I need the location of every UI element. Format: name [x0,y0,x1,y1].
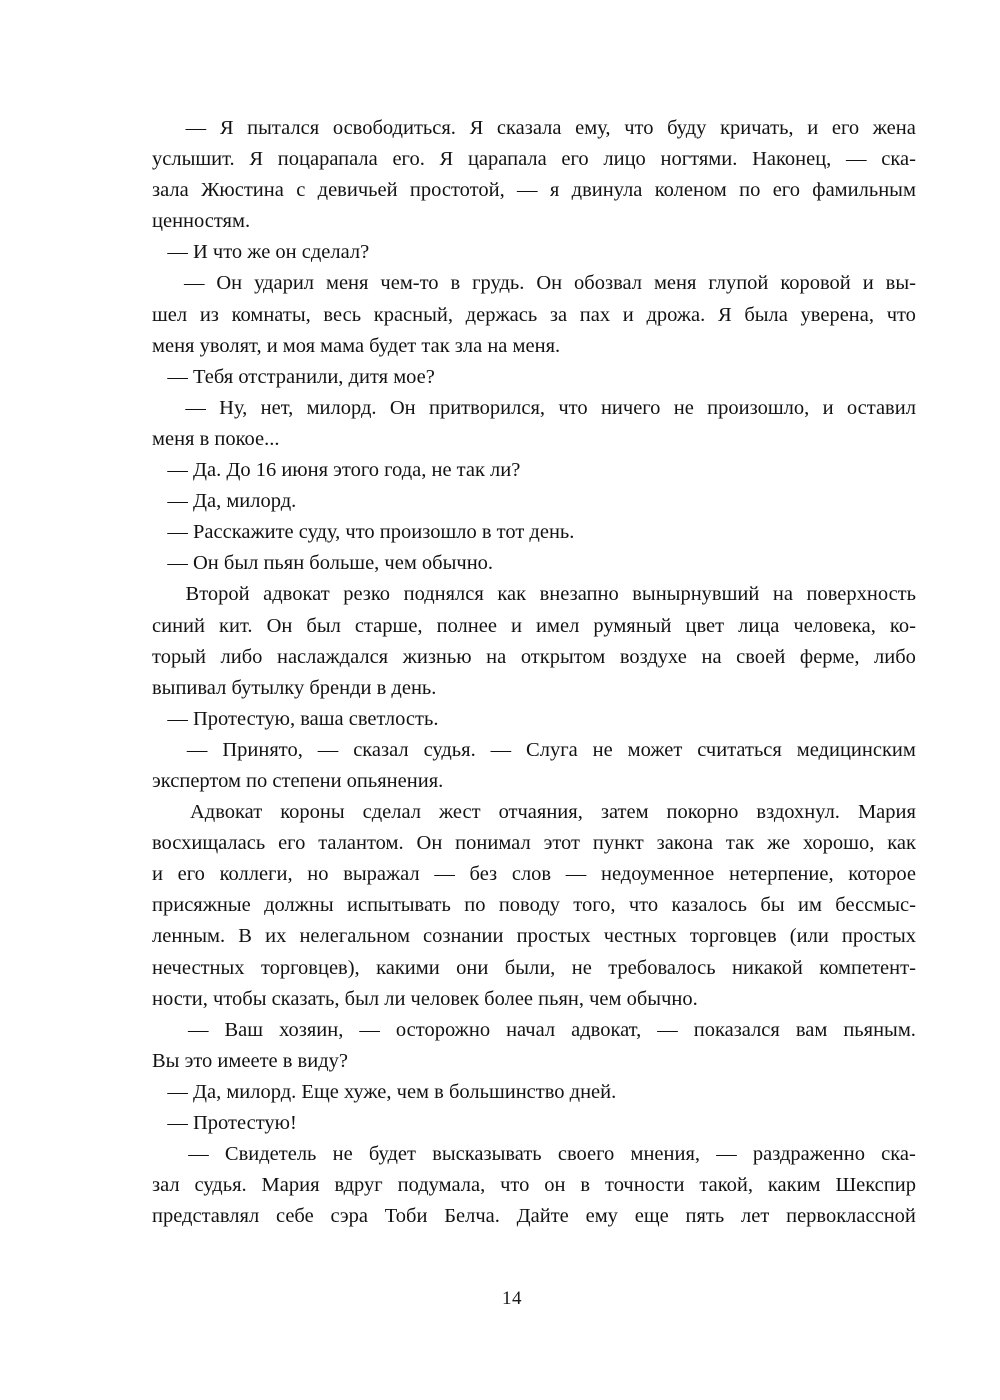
word: как [497,583,527,606]
word: не [673,396,694,419]
word: что [624,117,654,139]
word: полнее [436,614,497,637]
word: — [188,1018,209,1041]
word: что [500,1174,530,1197]
word: вдруг [334,1174,383,1197]
text-line [152,828,916,859]
text-line: меня в покое... [152,427,280,450]
text-line: — Расскажите суду, что произошло в тот день. [152,521,575,544]
word: красный, [373,303,453,326]
word: Тоби [384,1205,428,1228]
paragraph-indent [152,579,172,610]
word: ска- [881,1143,916,1166]
word: резко [343,583,391,606]
word: без [469,863,498,886]
word: — [434,863,455,886]
word: Он [389,396,416,419]
word: никакой [732,956,803,979]
word: хорошо, [802,832,875,855]
word: грудь. [472,272,525,295]
word: лет [741,1205,770,1228]
text-line [152,393,916,424]
word: его [561,148,589,171]
word: торый [152,645,206,668]
word: был [306,614,341,637]
text-line [152,1139,916,1170]
word: адвокат [263,583,330,606]
word: ферме, [799,645,860,668]
word: открытом [520,645,606,668]
word: кричать, [720,117,794,139]
word: не [571,956,592,979]
text-line [152,797,916,828]
word: осторожно [395,1018,491,1041]
text-line: — Протестую, ваша светлость. [152,707,439,730]
paragraph-indent [152,1139,172,1170]
word: Слуга [526,738,578,761]
word: зал [152,1174,180,1197]
word: присяжные [152,894,251,917]
word: и [622,303,634,326]
word: его [177,863,205,886]
word: ска- [881,148,916,171]
word: считаться [697,738,782,761]
word: и [822,396,834,419]
word: его [831,117,860,139]
word: им [797,894,822,917]
word: — [186,738,208,761]
word: В [238,925,252,948]
word: в [580,1174,591,1197]
word: старше, [354,614,423,637]
text-line [152,300,916,331]
word: либо [220,645,263,668]
word: — [490,738,512,761]
page-footer [0,1288,1000,1310]
word: поднялся [403,583,484,606]
word: глупой [708,272,769,295]
word: адвокат, [571,1018,642,1041]
word: человека, [793,614,876,637]
word: выражал [343,863,420,886]
word: по [739,179,761,202]
text-line: ности, чтобы сказать, был ли человек более пьян, чем обычно. [152,987,698,1010]
word: — [317,738,339,761]
word: коллеги, [219,863,293,886]
word: компетент- [819,956,916,979]
word: на [701,645,722,668]
word: Я [717,303,732,326]
word: коровой [780,272,851,295]
word: должны [264,894,334,917]
word: меня [325,272,369,295]
word: лица [738,614,780,637]
word: какими [376,956,440,979]
word: сказала [496,117,562,139]
word: воздухе [619,645,687,668]
word: Дайте [516,1205,569,1228]
word: — [188,1143,209,1166]
word: уверена, [800,303,874,326]
text-line [152,1201,916,1232]
word: закона [656,832,714,855]
word: представлял [152,1205,260,1228]
word: по [464,894,486,917]
word: такой, [699,1174,753,1197]
word: сознании [423,925,504,948]
word: — [657,1018,678,1041]
word: своей [736,645,786,668]
word: и [511,614,522,637]
word: нетерпение, [728,863,834,886]
word: Адвокат [190,801,263,824]
word: испытывать [347,894,451,917]
word: вы- [885,272,916,295]
word: обозвал [574,272,642,295]
word: его. [392,148,425,171]
word: бы [760,894,785,917]
word: жест [439,801,481,824]
word: ко- [889,614,916,637]
word: кит. [219,614,253,637]
text-line [152,579,916,610]
word: его [772,179,800,202]
word: восхищалась [152,832,266,855]
word: были, [504,956,556,979]
paragraph-indent [152,113,172,144]
text-line [152,953,916,984]
word: судья. [194,1174,247,1197]
word: милорд. [306,396,377,419]
word: Я [469,117,484,139]
word: ему [585,1205,618,1228]
word: наслаждался [276,645,389,668]
word: Ваш [224,1018,264,1041]
text-line: — Да, милорд. [152,490,297,513]
word: так [725,832,755,855]
word: же [767,832,791,855]
word: хозяин, [279,1018,344,1041]
word: царапала [467,148,547,171]
word: жена [872,117,916,139]
word: ударил [254,272,315,295]
word: — [359,1018,380,1041]
word: и [152,863,163,886]
word: что [886,303,916,326]
text-line: — И что же он сделал? [152,241,370,264]
word: но [307,863,329,886]
word: медицинским [796,738,916,761]
word: простотой, [409,179,505,202]
word: — [183,272,205,295]
body-paragraph-block [152,113,916,1232]
word: сэра [330,1205,368,1228]
word: шел [152,303,188,326]
text-line: — Протестую! [152,1112,297,1134]
word: талантом. [318,832,404,855]
word: вздохнул. [756,801,840,824]
word: — [517,179,538,202]
word: начал [506,1018,556,1041]
word: Мария [857,801,916,824]
word: их [265,925,287,948]
text-line: — Да. До 16 июня этого года, не так ли? [152,459,521,482]
word: пьяным. [843,1018,916,1041]
word: румяный [593,614,672,637]
text-line [152,1170,916,1201]
page-number: 14 [502,1288,522,1309]
word: честных [603,925,677,948]
word: внезапно [539,583,619,606]
word: Белча. [444,1205,500,1228]
word: недоуменное [600,863,715,886]
text-line [152,735,916,766]
word: сказал [353,738,409,761]
word: может [627,738,683,761]
word: освободиться. [332,117,456,139]
word: фамильным [812,179,916,202]
word: цвет [685,614,725,637]
word: — [185,396,206,419]
word: двинула [571,179,643,202]
word: что [628,894,659,917]
page-body-text [152,113,916,1232]
word: раздраженно [752,1143,865,1166]
word: на [486,645,507,668]
word: и [862,272,874,295]
word: в [450,272,461,295]
paragraph-indent [152,797,172,828]
word: ничего [600,396,661,419]
word: коленом [654,179,727,202]
text-line: — Да, милорд. Еще хуже, чем в большинство дней. [152,1080,617,1103]
word: притворился, [428,396,546,419]
word: точности [605,1174,685,1197]
word: понимал [455,832,531,855]
word: торговцев), [260,956,360,979]
word: я [549,179,560,202]
word: Я [249,148,264,171]
word: оставил [846,396,916,419]
word: Свидетель [224,1143,317,1166]
text-line [152,890,916,921]
word: Второй [185,583,250,606]
word: показался [693,1018,780,1041]
word: пытался [247,117,320,139]
text-line [152,175,916,206]
word: покорно [666,801,739,824]
word: Я [439,148,454,171]
word: — [846,148,867,171]
word: первоклассной [786,1205,916,1228]
word: своего [557,1143,615,1166]
word: из [199,303,219,326]
word: была [744,303,788,326]
word: Ну, [219,396,248,419]
word: еще [634,1205,669,1228]
word: Он [266,614,293,637]
paragraph-indent [152,393,172,424]
text-line: — Тебя отстранили, дитя мое? [152,365,435,388]
word: — [185,117,207,139]
word: не [332,1143,353,1166]
word: бессмыс- [835,894,916,917]
paragraph-indent [152,1015,172,1046]
word: как [887,832,916,855]
word: высказывать [432,1143,542,1166]
word: Я [219,117,234,139]
word: жизнью [402,645,472,668]
word: буду [667,117,707,139]
word: нелегальном [299,925,410,948]
word: вам [795,1018,828,1041]
word: каким [767,1174,821,1197]
word: Мария [261,1174,320,1197]
text-line: — Он был пьян больше, чем обычно. [152,552,494,575]
word: поводу [498,894,560,917]
word: Он [216,272,243,295]
word: чем-то [380,272,439,295]
word: весь [323,303,362,326]
word: комнаты, [231,303,311,326]
text-line [152,1015,916,1046]
word: произошло, [707,396,810,419]
word: простых [841,925,916,948]
word: Принято, [222,738,303,761]
word: поцарапала [277,148,378,171]
word: требовалось [608,956,716,979]
word: Шекспир [835,1174,916,1197]
word: Наконец, [752,148,832,171]
word: держась [465,303,538,326]
word: не [592,738,613,761]
word: судья. [423,738,476,761]
word: вынырнувший [632,583,760,606]
word: ногтями. [660,148,738,171]
text-line [152,611,916,642]
word: пункт [592,832,644,855]
word: зала [152,179,189,202]
word: имел [536,614,580,637]
word: затем [600,801,649,824]
word: лицо [603,148,646,171]
word: Он [536,272,563,295]
word: его [278,832,306,855]
text-line [152,859,916,890]
word: этот [543,832,580,855]
word: мнения, [630,1143,701,1166]
word: казалось [671,894,748,917]
word: пах [579,303,611,326]
word: — [716,1143,737,1166]
paragraph-indent [152,735,172,766]
word: простых [516,925,591,948]
text-line: меня уволят, и моя мама будет так зла на меня. [152,334,561,357]
word: меня [653,272,697,295]
word: ленным. [152,925,226,948]
word: будет [368,1143,416,1166]
text-line [152,113,916,144]
word: себе [275,1205,314,1228]
word: Жюстина [201,179,284,202]
word: нечестных [152,956,245,979]
word: сделал [362,801,421,824]
word: которое [848,863,916,886]
word: короны [280,801,345,824]
word: Он [416,832,443,855]
text-line: выпивал бутылку бренди в день. [152,676,437,699]
word: того, [573,894,616,917]
word: — [565,863,587,886]
text-line: Вы это имеете в виду? [152,1049,348,1072]
word: торговцев [689,925,777,948]
text-line [152,921,916,952]
word: ему, [575,117,611,139]
word: синий [152,614,205,637]
word: нет, [260,396,294,419]
text-line: ценностям. [152,210,251,233]
word: (или [789,925,829,948]
word: с [296,179,306,202]
word: пять [685,1205,725,1228]
word: за [549,303,568,326]
paragraph-indent [152,268,172,299]
word: они [456,956,489,979]
text-line: экспертом по степени опьянения. [152,769,444,792]
word: и [807,117,819,139]
word: девичьей [317,179,398,202]
word: дрожа. [646,303,706,326]
word: что [558,396,588,419]
word: подумала, [397,1174,486,1197]
text-line [152,642,916,673]
word: слов [511,863,552,886]
word: поверхность [806,583,916,606]
word: услышит. [152,148,235,171]
text-line [152,268,916,299]
word: либо [874,645,916,668]
word: на [772,583,793,606]
word: он [544,1174,566,1197]
word: отчаяния, [498,801,583,824]
text-line [152,144,916,175]
